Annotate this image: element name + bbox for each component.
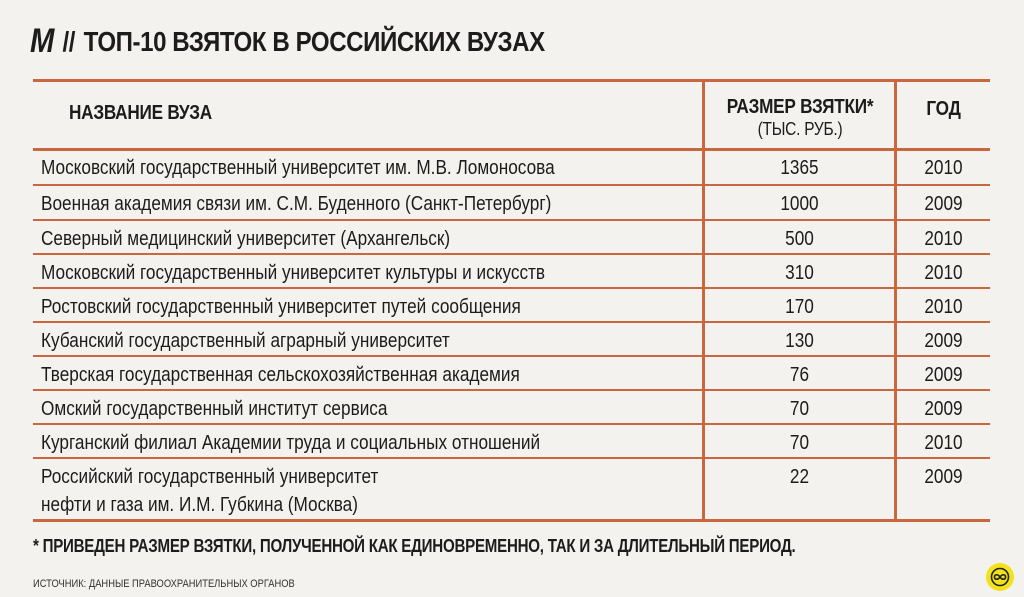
table-row-year: 2009 bbox=[924, 193, 963, 215]
badge bbox=[986, 563, 1014, 591]
table-row-name: Омский государственный институт сервиса bbox=[41, 398, 388, 420]
table-row-name: Московский государственный университет им. М.В. Ломоносова bbox=[41, 157, 555, 179]
table-row-amount: 76 bbox=[789, 364, 810, 386]
row-divider bbox=[33, 355, 990, 357]
row-divider bbox=[33, 389, 990, 391]
table-row-year: 2010 bbox=[924, 228, 963, 250]
table-row-name: Российский государственный университет bbox=[41, 466, 379, 488]
table-row-amount: 130 bbox=[785, 330, 814, 352]
table-row-year: 2009 bbox=[924, 398, 963, 420]
table-row-name: Московский государственный университет культуры и искусств bbox=[41, 262, 546, 284]
table-row-amount: 70 bbox=[789, 398, 810, 420]
row-divider bbox=[33, 184, 990, 186]
chart-title bbox=[30, 22, 545, 61]
table-row-amount: 1365 bbox=[780, 157, 819, 179]
table-row-name: Курганский филиал Академии труда и социальных отношений bbox=[41, 432, 541, 454]
table-row-name: Северный медицинский университет (Архангельск) bbox=[41, 228, 451, 250]
row-divider bbox=[33, 321, 990, 323]
table-row-year: 2010 bbox=[924, 262, 963, 284]
brand-logo: M bbox=[30, 22, 54, 60]
header-name: НАЗВАНИЕ ВУЗА bbox=[69, 102, 212, 124]
table-row-name: Ростовский государственный университет путей сообщения bbox=[41, 296, 521, 318]
infinity-icon bbox=[990, 567, 1010, 587]
table-row-name-line2: нефти и газа им. И.М. Губкина (Москва) bbox=[41, 494, 358, 516]
table-row-amount: 70 bbox=[789, 432, 810, 454]
header-year: ГОД bbox=[926, 98, 961, 120]
row-divider bbox=[33, 253, 990, 255]
table-row-year: 2010 bbox=[924, 157, 963, 179]
table-row-name: Тверская государственная сельскохозяйственная академия bbox=[41, 364, 520, 386]
header-divider bbox=[33, 148, 990, 151]
table-row-amount: 170 bbox=[785, 296, 814, 318]
table-row-year: 2009 bbox=[924, 330, 963, 352]
header-amount-unit: (ТЫС. РУБ.) bbox=[757, 119, 843, 139]
source-note: ИСТОЧНИК: ДАННЫЕ ПРАВООХРАНИТЕЛЬНЫХ ОРГАНОВ bbox=[33, 578, 295, 590]
table-row-year: 2010 bbox=[924, 432, 963, 454]
table-row-name: Кубанский государственный аграрный университет bbox=[41, 330, 450, 352]
table-row-year: 2009 bbox=[924, 364, 963, 386]
title-separator: // bbox=[62, 25, 76, 57]
header-amount-label: РАЗМЕР ВЗЯТКИ* bbox=[726, 96, 874, 118]
title-text: ТОП-10 ВЗЯТОК В РОССИЙСКИХ ВУЗАХ bbox=[83, 25, 545, 57]
header-amount bbox=[718, 96, 881, 140]
table-row-amount: 1000 bbox=[780, 193, 819, 215]
table-row-name: Военная академия связи им. С.М. Буденного (Санкт-Петербург) bbox=[41, 193, 552, 215]
table-row-year: 2010 bbox=[924, 296, 963, 318]
table-row-amount: 22 bbox=[789, 466, 810, 488]
bribes-table bbox=[33, 79, 990, 522]
table-row-year: 2009 bbox=[924, 466, 963, 488]
row-divider bbox=[33, 457, 990, 459]
row-divider bbox=[33, 287, 990, 289]
row-divider bbox=[33, 423, 990, 425]
table-row-amount: 310 bbox=[785, 262, 814, 284]
footnote: * ПРИВЕДЕН РАЗМЕР ВЗЯТКИ, ПОЛУЧЕННОЙ КАК ЕДИНОВРЕМЕННО, ТАК И ЗА ДЛИТЕЛЬНЫЙ ПЕРИОД. bbox=[33, 536, 796, 556]
row-divider bbox=[33, 219, 990, 221]
table-row-amount: 500 bbox=[785, 228, 814, 250]
